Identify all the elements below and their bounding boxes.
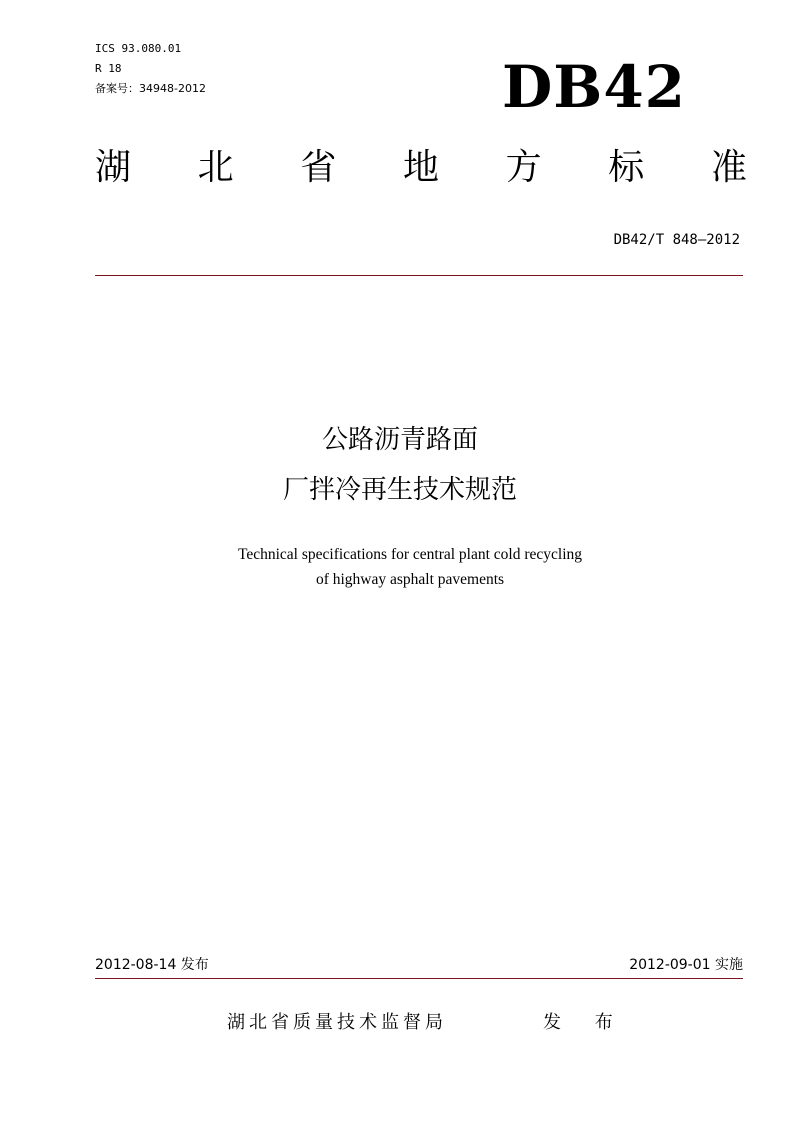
standard-type-char: 湖 xyxy=(95,147,132,188)
english-title-line-1: Technical specifications for central plant cold recycling xyxy=(237,546,583,563)
bottom-divider xyxy=(95,978,743,979)
implementation-date: 2012-09-01 实施 xyxy=(629,957,743,973)
standard-type-char: 准 xyxy=(710,147,747,188)
standard-type-char: 北 xyxy=(197,147,234,188)
standard-code-logo: DB42 xyxy=(502,53,687,121)
record-number: 备案号：34948-2012 xyxy=(95,82,206,95)
standard-type-char: 省 xyxy=(300,147,337,188)
chinese-title-line-2: 厂拌冷再生技术规范 xyxy=(282,475,517,505)
issue-date: 2012-08-14 发布 xyxy=(95,957,209,973)
standard-type-char: 标 xyxy=(608,147,645,188)
top-divider xyxy=(95,275,743,276)
standard-number: DB42/T 848—2012 xyxy=(613,232,740,248)
standard-type-char: 地 xyxy=(402,147,439,188)
standard-type-heading xyxy=(95,143,747,193)
standard-type-char: 方 xyxy=(505,147,542,188)
chinese-title-line-1: 公路沥青路面 xyxy=(321,425,478,455)
ics-code: ICS 93.080.01 xyxy=(95,42,182,55)
publisher-action: 发 布 xyxy=(543,1012,627,1033)
category-code: R 18 xyxy=(95,62,122,75)
english-title-line-2: of highway asphalt pavements xyxy=(315,571,505,588)
publisher-name: 湖北省质量技术监督局 xyxy=(227,1012,447,1033)
